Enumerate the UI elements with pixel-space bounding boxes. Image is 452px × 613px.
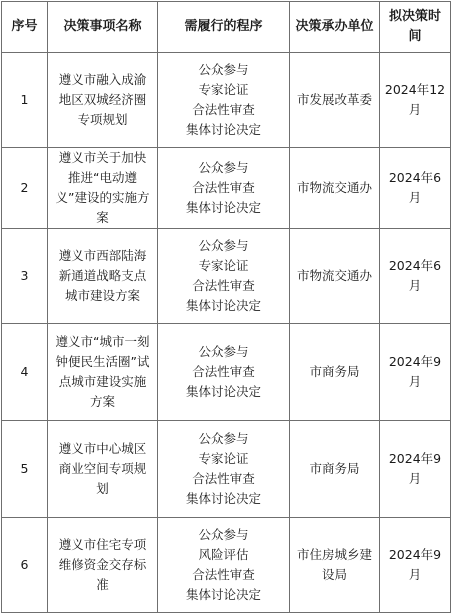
- row-index: 5: [2, 421, 48, 518]
- row-time: 2024年9月: [380, 518, 451, 613]
- procedure-item: 公众参与: [198, 62, 249, 77]
- procedure-item: 公众参与: [198, 238, 249, 253]
- row-time: 2024年9月: [380, 421, 451, 518]
- table-row: [2, 324, 451, 421]
- row-index: 6: [2, 518, 48, 613]
- header-index: 序号: [2, 2, 48, 53]
- procedure-item: 集体讨论决定: [185, 491, 261, 506]
- row-index: 3: [2, 229, 48, 324]
- procedure-item: 风险评估: [198, 547, 249, 562]
- procedure-item: 集体讨论决定: [185, 200, 261, 215]
- procedure-item: 合法性审查: [192, 471, 255, 486]
- header-unit: 决策承办单位: [290, 2, 380, 53]
- row-unit: 市物流交通办: [290, 148, 380, 229]
- procedure-item: 专家论证: [198, 451, 249, 466]
- decision-table: [1, 1, 451, 613]
- table-row: [2, 53, 451, 148]
- procedure-item: 公众参与: [198, 527, 249, 542]
- table-header-row: [2, 2, 451, 53]
- row-unit: 市商务局: [290, 421, 380, 518]
- row-unit: 市住房城乡建设局: [290, 518, 380, 613]
- row-index: 1: [2, 53, 48, 148]
- row-index: 4: [2, 324, 48, 421]
- row-procedures: [158, 229, 290, 324]
- row-time: 2024年12月: [380, 53, 451, 148]
- row-unit: 市商务局: [290, 324, 380, 421]
- row-procedures: [158, 421, 290, 518]
- procedure-item: 合法性审查: [192, 567, 255, 582]
- row-time: 2024年6月: [380, 229, 451, 324]
- row-name: 遵义市“城市一刻钟便民生活圈”试点城市建设实施方案: [48, 324, 158, 421]
- row-time: 2024年6月: [380, 148, 451, 229]
- row-name: 遵义市住宅专项维修资金交存标准: [48, 518, 158, 613]
- row-index: 2: [2, 148, 48, 229]
- table-row: [2, 421, 451, 518]
- header-name: 决策事项名称: [48, 2, 158, 53]
- procedure-item: 专家论证: [198, 258, 249, 273]
- row-procedures: [158, 518, 290, 613]
- header-procedure: 需履行的程序: [158, 2, 290, 53]
- procedure-item: 专家论证: [198, 82, 249, 97]
- table-row: [2, 148, 451, 229]
- procedure-item: 公众参与: [198, 344, 249, 359]
- table-row: [2, 518, 451, 613]
- row-name: 遵义市中心城区商业空间专项规划: [48, 421, 158, 518]
- row-name: 遵义市西部陆海新通道战略支点城市建设方案: [48, 229, 158, 324]
- row-unit: 市物流交通办: [290, 229, 380, 324]
- row-procedures: [158, 53, 290, 148]
- row-unit: 市发展改革委: [290, 53, 380, 148]
- procedure-item: 集体讨论决定: [185, 587, 261, 602]
- procedure-item: 合法性审查: [192, 364, 255, 379]
- row-time: 2024年9月: [380, 324, 451, 421]
- row-procedures: [158, 148, 290, 229]
- procedure-item: 集体讨论决定: [185, 298, 261, 313]
- procedure-item: 合法性审查: [192, 102, 255, 117]
- procedure-item: 公众参与: [198, 160, 249, 175]
- procedure-item: 公众参与: [198, 431, 249, 446]
- table-row: [2, 229, 451, 324]
- header-time: 拟决策时间: [380, 2, 451, 53]
- procedure-item: 集体讨论决定: [185, 384, 261, 399]
- row-name: 遵义市融入成渝地区双城经济圈专项规划: [48, 53, 158, 148]
- procedure-item: 集体讨论决定: [185, 122, 261, 137]
- row-name: 遵义市关于加快推进“电动遵义”建设的实施方案: [48, 148, 158, 229]
- row-procedures: [158, 324, 290, 421]
- procedure-item: 合法性审查: [192, 180, 255, 195]
- procedure-item: 合法性审查: [192, 278, 255, 293]
